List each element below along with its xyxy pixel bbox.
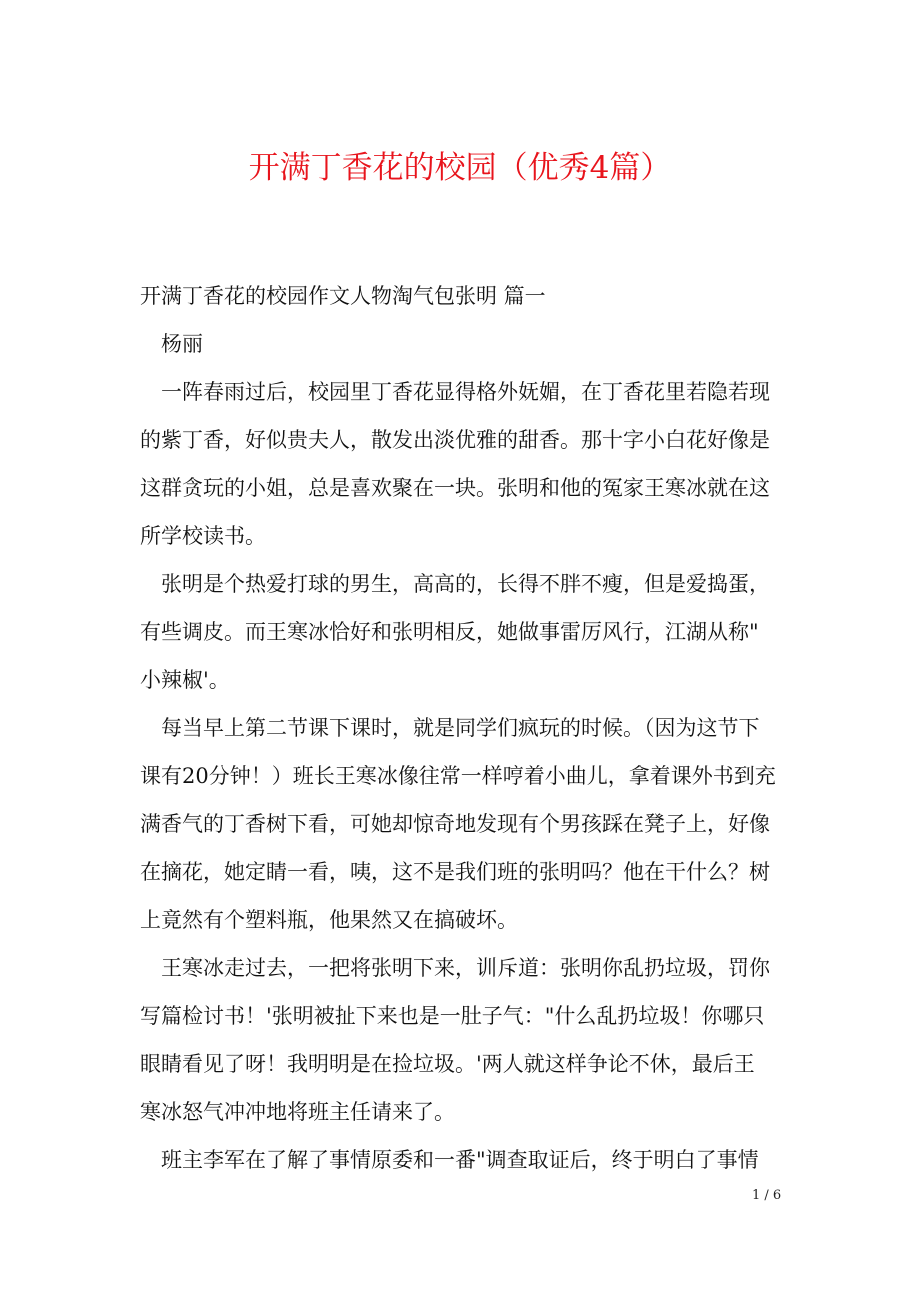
paragraph-line: 所学校读书。 [140,524,266,548]
paragraph [140,944,800,1136]
document-body [140,272,800,1184]
author-name: 杨丽 [161,332,203,356]
paragraph-line: 眼睛看见了呀！我明明是在捡垃圾。'两人就这样争论不休，最后王 [140,1052,755,1076]
paragraph [140,560,800,704]
paragraph-line: 的紫丁香，好似贵夫人，散发出淡优雅的甜香。那十字小白花好像是 [140,428,770,452]
paragraph-line: 张明是个热爱打球的男生，高高的，长得不胖不瘦，但是爱捣蛋， [161,572,770,596]
page-number: 1 / 6 [752,1188,782,1203]
paragraph-line: 课有20分钟！）班长王寒冰像往常一样哼着小曲儿，拿着课外书到充 [140,764,776,788]
paragraph-line: 王寒冰走过去，一把将张明下来，训斥道：张明你乱扔垃圾，罚你 [161,956,770,980]
paragraph-line: 写篇检讨书！'张明被扯下来也是一肚子气："什么乱扔垃圾！你哪只 [140,1004,765,1028]
paragraph-line: 满香气的丁香树下看，可她却惊奇地发现有个男孩踩在凳子上，好像 [140,812,770,836]
paragraph-line: 一阵春雨过后，校园里丁香花显得格外妩媚，在丁香花里若隐若现 [161,380,770,404]
paragraph-line: 在摘花，她定睛一看，咦，这不是我们班的张明吗？他在干什么？树 [140,860,770,884]
paragraph-line: 有些调皮。而王寒冰恰好和张明相反，她做事雷厉风行，江湖从称" [140,620,759,644]
paragraphs [140,368,800,1184]
paragraph-line: 上竟然有个塑料瓶，他果然又在搞破坏。 [140,908,518,932]
paragraph [140,1136,800,1184]
document-title: 开满丁香花的校园（优秀4篇） [248,150,672,186]
section-heading: 开满丁香花的校园作文人物淘气包张明 篇一 [140,284,546,308]
paragraph-line: 寒冰怒气冲冲地将班主任请来了。 [140,1100,455,1124]
paragraph-line: 每当早上第二节课下课时，就是同学们疯玩的时候。（因为这节下 [161,716,760,740]
paragraph [140,368,800,560]
paragraph [140,704,800,944]
paragraph-line: 小辣椒'。 [140,668,230,692]
paragraph-line: 这群贪玩的小姐，总是喜欢聚在一块。张明和他的冤家王寒冰就在这 [140,476,770,500]
paragraph-line: 班主李军在了解了事情原委和一番"调查取证后，终于明白了事情 [161,1148,759,1172]
